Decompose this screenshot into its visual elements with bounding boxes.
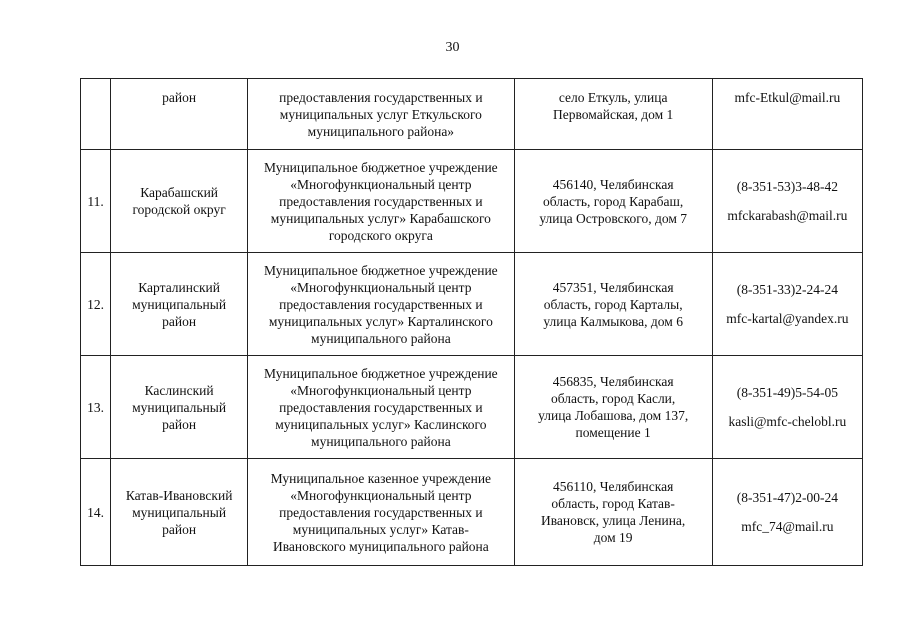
- contacts-cell: [712, 150, 862, 253]
- address-cell: [514, 253, 712, 356]
- organization-cell: [248, 459, 514, 566]
- organization-line: «Многофункциональный центр: [290, 382, 472, 398]
- organization-line: Муниципальное бюджетное учреждение: [264, 262, 498, 278]
- district-line: Катав-Ивановский: [125, 487, 233, 503]
- organization-line: Муниципальное казенное учреждение: [270, 470, 492, 486]
- contacts-cell: [712, 356, 862, 459]
- district-cell: [111, 253, 248, 356]
- district-line: район: [162, 90, 197, 105]
- email-text: mfc_74@mail.ru: [741, 519, 834, 534]
- organization-line: «Многофункциональный центр: [290, 176, 472, 192]
- row-number: 13.: [81, 356, 111, 459]
- organization-line: предоставления государственных и: [279, 193, 483, 209]
- organization-line: муниципального района: [311, 433, 451, 449]
- organization-line: городского округа: [328, 227, 433, 243]
- row-number: 14.: [81, 459, 111, 566]
- mfc-table: [80, 78, 863, 566]
- district-cell: [111, 459, 248, 566]
- district-line: район: [162, 521, 197, 537]
- organization-line: муниципальных услуг» Каслинского: [275, 416, 487, 432]
- address-line: помещение 1: [575, 425, 651, 440]
- table-row: [81, 253, 863, 356]
- organization-line: предоставления государственных и: [279, 90, 483, 105]
- organization-line: «Многофункциональный центр: [290, 487, 472, 503]
- address-line: Первомайская, дом 1: [553, 107, 674, 122]
- organization-line: «Многофункциональный центр: [290, 279, 472, 295]
- address-line: улица Лобашова, дом 137,: [538, 408, 689, 423]
- address-line: 456110, Челябинская: [552, 479, 674, 494]
- organization-line: предоставления государственных и: [279, 504, 483, 520]
- email-text: mfckarabash@mail.ru: [727, 208, 848, 223]
- address-line: область, город Карталы,: [543, 296, 683, 312]
- organization-cell: [248, 356, 514, 459]
- district-line: Каслинский: [144, 382, 214, 398]
- district-line: муниципальный: [132, 504, 227, 520]
- address-line: 456140, Челябинская: [552, 176, 674, 192]
- page-number: 30: [445, 40, 460, 55]
- phone-text: (8-351-49)5-54-05: [736, 385, 838, 400]
- district-cell: [111, 356, 248, 459]
- email-text: mfc-Etkul@mail.ru: [734, 90, 841, 105]
- district-cell: [111, 79, 248, 150]
- address-cell: [514, 79, 712, 150]
- row-number-cell: [81, 79, 111, 150]
- address-cell: [514, 459, 712, 566]
- table-row-continuation: [81, 79, 863, 150]
- organization-line: муниципальных услуг» Карабашского: [270, 210, 491, 226]
- district-cell: [111, 150, 248, 253]
- district-line: муниципальный: [132, 399, 227, 415]
- address-line: область, город Касли,: [551, 391, 676, 406]
- table-row: [81, 356, 863, 459]
- organization-line: Ивановского муниципального района: [272, 538, 489, 554]
- contacts-cell: [712, 459, 862, 566]
- address-line: дом 19: [593, 530, 633, 545]
- district-line: Карталинский: [138, 279, 220, 295]
- district-line: городской округ: [132, 202, 226, 217]
- address-cell: [514, 150, 712, 253]
- organization-line: Муниципальное бюджетное учреждение: [264, 365, 498, 381]
- address-line: Ивановск, улица Ленина,: [540, 513, 686, 528]
- organization-line: муниципальных услуг Еткульского: [279, 107, 482, 122]
- contacts-cell: [712, 79, 862, 150]
- address-cell: [514, 356, 712, 459]
- organization-cell: [248, 253, 514, 356]
- organization-line: предоставления государственных и: [279, 399, 483, 415]
- address-line: улица Островского, дом 7: [539, 210, 687, 226]
- organization-line: муниципального района: [311, 330, 451, 346]
- email-text: kasli@mfc-chelobl.ru: [728, 414, 847, 429]
- row-number: 12.: [81, 253, 111, 356]
- organization-line: Муниципальное бюджетное учреждение: [264, 159, 498, 175]
- contacts-cell: [712, 253, 862, 356]
- address-line: область, город Катав-: [551, 496, 675, 511]
- table-row: [81, 459, 863, 566]
- district-line: Карабашский: [140, 185, 219, 200]
- organization-line: муниципальных услуг» Катав-: [292, 521, 469, 537]
- phone-text: (8-351-53)3-48-42: [736, 179, 838, 194]
- organization-line: муниципальных услуг» Карталинского: [268, 313, 493, 329]
- row-number: 11.: [81, 150, 111, 253]
- table-row: [81, 150, 863, 253]
- phone-text: (8-351-47)2-00-24: [736, 490, 838, 505]
- district-line: муниципальный: [132, 296, 227, 312]
- address-line: 456835, Челябинская: [552, 374, 674, 389]
- organization-cell: [248, 79, 514, 150]
- organization-cell: [248, 150, 514, 253]
- district-line: район: [162, 416, 197, 432]
- district-line: район: [162, 313, 197, 329]
- organization-line: муниципального района»: [307, 124, 455, 139]
- organization-line: предоставления государственных и: [279, 296, 483, 312]
- email-text: mfc-kartal@yandex.ru: [726, 311, 849, 326]
- address-line: село Еткуль, улица: [558, 90, 668, 105]
- address-line: улица Калмыкова, дом 6: [543, 313, 683, 329]
- address-line: область, город Карабаш,: [543, 193, 684, 209]
- address-line: 457351, Челябинская: [552, 279, 674, 295]
- phone-text: (8-351-33)2-24-24: [736, 282, 838, 297]
